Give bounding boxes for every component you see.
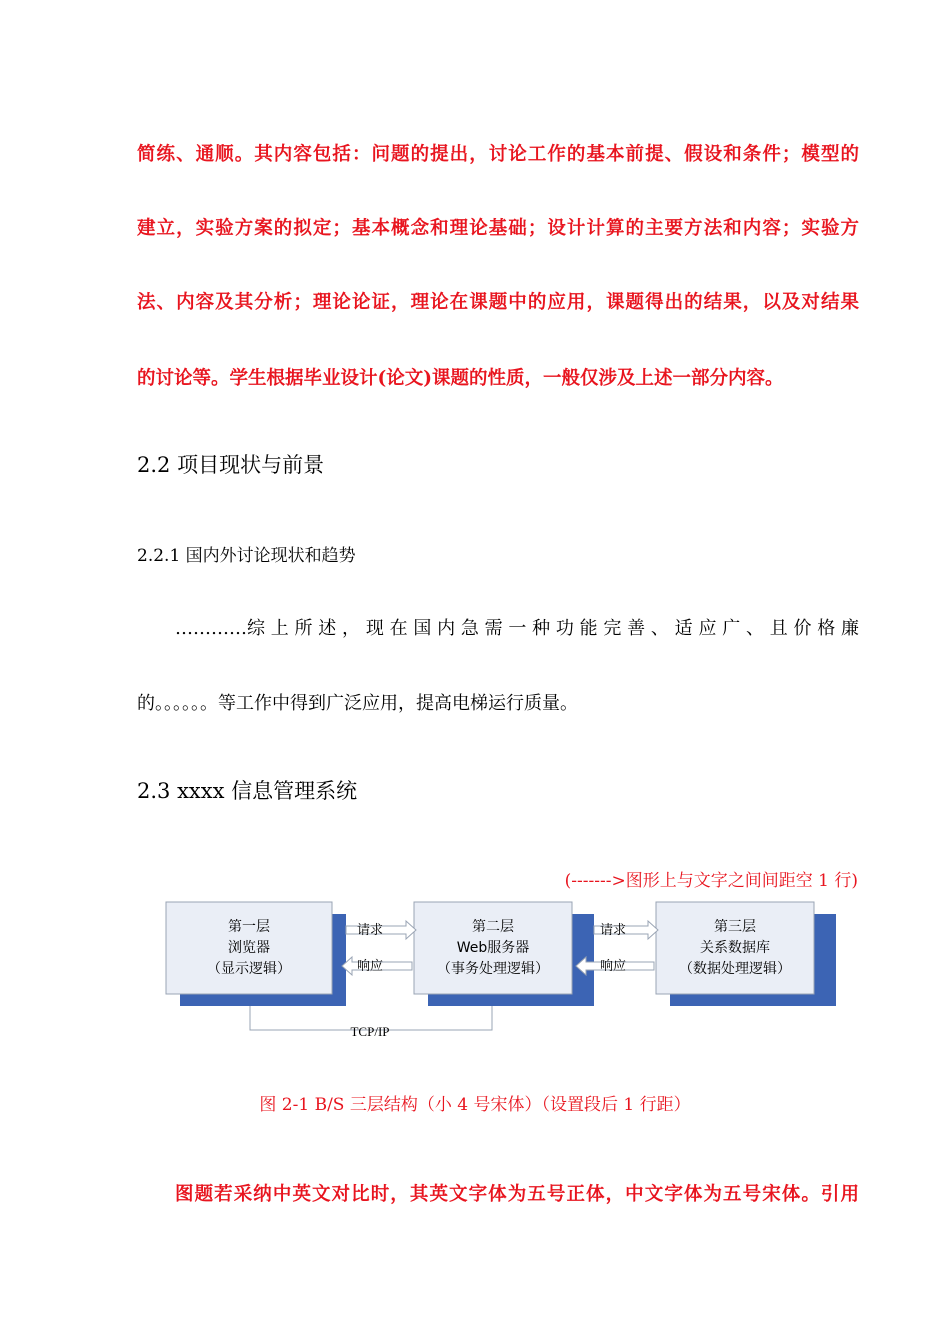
request-label-2: 请求 [600,923,627,938]
layer1-title: 第一层 [228,919,270,935]
tcpip-label: TCP/IP [350,1024,390,1039]
layer2-title: 第二层 [472,919,514,935]
layer2-name: Web服务器 [456,940,530,956]
request-label-1: 请求 [357,923,384,938]
layer2-desc: （事务处理逻辑） [437,961,549,977]
paragraph-red-line-1: 简练、通顺。其内容包括：问题的提出，讨论工作的基本前提、假设和条件；模型的 [137,144,859,165]
heading-2-2: 2.2 项目现状与前景 [137,453,325,477]
paragraph-red-line-2: 建立，实验方案的拟定；基本概念和理论基础；设计计算的主要方法和内容；实验方 [137,218,859,239]
paragraph-2-2-1-line-1: …………综 上 所 述 ， 现 在 国 内 急 需 一 种 功 能 完 善 、 适 应 广 、 且 价 格 廉 [175,618,859,639]
heading-2-2-1: 2.2.1 国内外讨论现状和趋势 [137,546,356,566]
layer3-name: 关系数据库 [700,940,770,956]
bs-three-tier-diagram [150,890,840,1050]
figure-caption: 图 2-1 B/S 三层结构（小 4 号宋体）（设置段后 1 行距） [259,1095,691,1115]
paragraph-2-2-1-line-2: 的。。。。。。等工作中得到广泛应用，提高电梯运行质量。 [137,693,578,714]
layer3-title: 第三层 [714,919,756,935]
heading-2-3: 2.3 xxxx 信息管理系统 [137,779,358,803]
response-label-2: 响应 [600,959,627,974]
last-paragraph: 图题若采纳中英文对比时，其英文字体为五号正体，中文字体为五号宋体。引用 [175,1184,859,1205]
paragraph-red-line-4: 的讨论等。学生根据毕业设计(论文)课题的性质，一般仅涉及上述一部分内容。 [137,368,784,389]
response-label-1: 响应 [357,959,384,974]
layer1-name: 浏览器 [228,940,270,956]
paragraph-red-line-3: 法、内容及其分析；理论论证，理论在课题中的应用，课题得出的结果，以及对结果 [137,292,859,313]
figure-spacing-note: (------->图形上与文字之间间距空 1 行) [564,871,858,891]
layer1-desc: （显示逻辑） [207,961,291,977]
layer3-desc: （数据处理逻辑） [679,961,791,977]
